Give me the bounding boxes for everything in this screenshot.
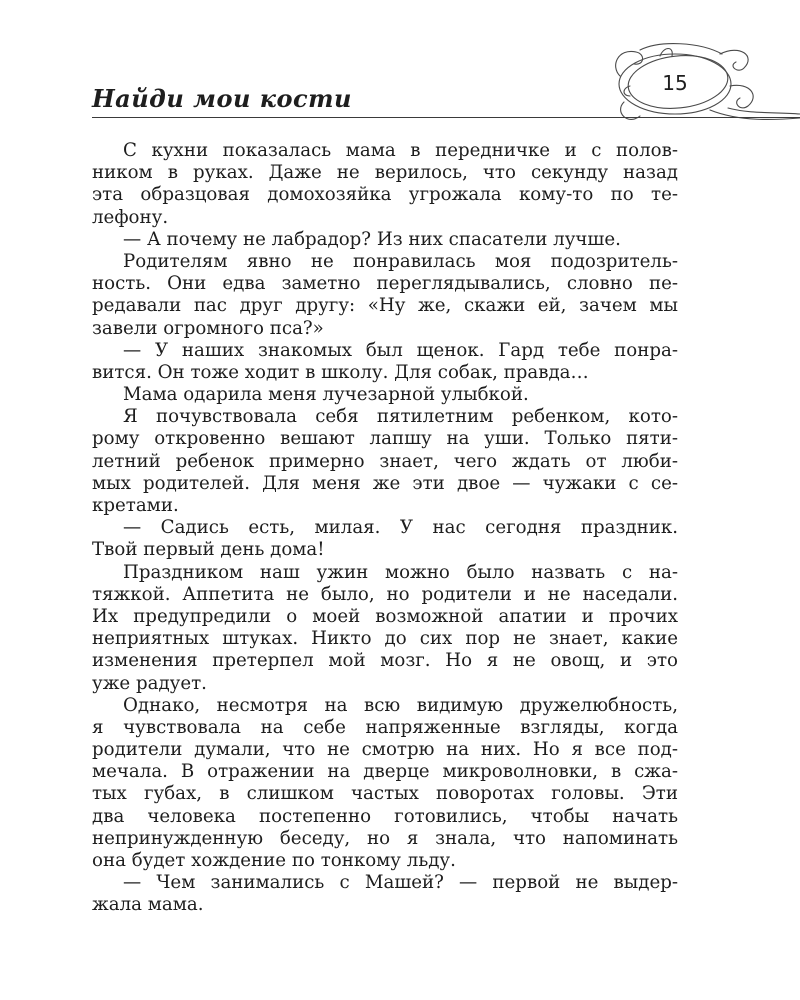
- text-line: уже радует.: [92, 672, 207, 694]
- text-line: — А почему не лабрадор? Из них спасатели лучше.: [123, 228, 621, 250]
- text-line: она будет хождение по тонкому льду.: [92, 850, 456, 871]
- text-line: Однако, несмотря на всю видимую дружелюбность,: [123, 694, 678, 716]
- text-line: эта образцовая домохозяйка угрожала кому-то по те-: [92, 184, 678, 206]
- text-line: вится. Он тоже ходит в школу. Для собак, правда…: [92, 361, 589, 383]
- text-line: ность. Они едва заметно переглядывались, словно пе-: [92, 273, 678, 295]
- text-line: рому откровенно вешают лапшу на уши. Только пяти-: [92, 428, 678, 450]
- header-divider: [92, 117, 800, 118]
- text-line: Я почувствовала себя пятилетним ребенком, кото-: [123, 406, 678, 428]
- text-line: Родителям явно не понравилась моя подозритель-: [123, 250, 678, 272]
- text-line: Праздником наш ужин можно было назвать с на-: [123, 561, 678, 583]
- text-line: родители думали, что не смотрю на них. Но я все под-: [92, 739, 678, 761]
- text-line: — Чем занимались с Машей? — первой не выдер-: [123, 872, 678, 894]
- text-line: С кухни показалась мама в передничке и с полов-: [123, 140, 678, 161]
- text-line: лефону.: [92, 206, 169, 228]
- text-line: непринужденную беседу, но я знала, что напоминать: [92, 827, 678, 849]
- text-line: мых родителей. Для меня же эти двое — чужаки с се-: [92, 472, 678, 494]
- text-line: — У наших знакомых был щенок. Гард тебе понра-: [123, 339, 678, 361]
- text-line: завели огромного пса?»: [92, 317, 324, 339]
- text-line: тяжкой. Аппетита не было, но родители и не наседали.: [92, 583, 678, 605]
- book-title: Найди мои кости: [92, 84, 353, 113]
- text-line: Твой первый день дома!: [92, 539, 325, 561]
- text-line: мечала. В отражении на дверце микроволновки, в сжа-: [92, 761, 678, 783]
- body-text: [92, 140, 678, 917]
- text-line: неприятных штуках. Никто до сих пор не знает, какие: [92, 628, 678, 650]
- text-line: ником в руках. Даже не верилось, что секунду назад: [92, 162, 678, 184]
- text-line: Их предупредили о моей возможной апатии и прочих: [92, 605, 678, 627]
- text-line: изменения претерпел мой мозг. Но я не овощ, и это: [92, 650, 678, 672]
- text-line: — Садись есть, милая. У нас сегодня праздник.: [123, 517, 678, 539]
- text-line: летний ребенок примерно знает, чего ждать от люби-: [92, 450, 678, 472]
- text-line: редавали пас друг другу: «Ну же, скажи ей, зачем мы: [92, 295, 678, 317]
- page-number: 15: [662, 71, 688, 95]
- text-line: тых губах, в слишком частых поворотах головы. Эти: [92, 783, 678, 805]
- text-line: два человека постепенно готовились, чтобы начать: [92, 805, 678, 827]
- text-line: жала мама.: [92, 894, 204, 916]
- text-line: Мама одарила меня лучезарной улыбкой.: [123, 384, 529, 406]
- text-line: кретами.: [92, 495, 179, 516]
- decorative-flourish-icon: [600, 36, 800, 136]
- text-line: я чувствовала на себе напряженные взгляды, когда: [92, 716, 678, 738]
